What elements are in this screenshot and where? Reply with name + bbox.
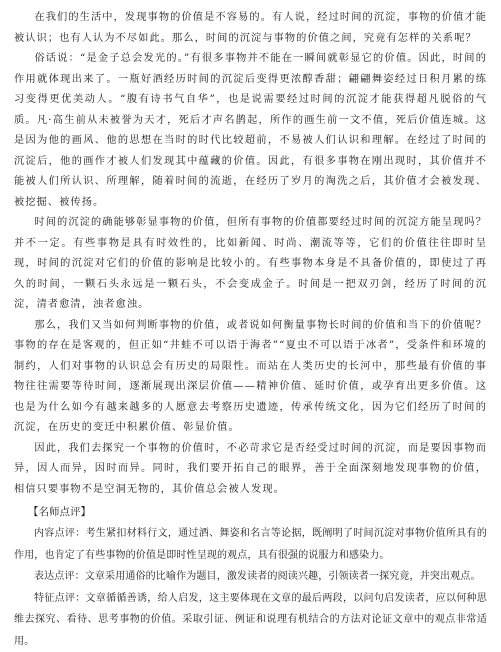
teacher-comment-section — [14, 502, 487, 652]
essay-paragraph: 那么，我们又当如何判断事物的价值，或者说如何衡量事物长时间的价值和当下的价值呢？事物的存在是客观的，但正如“井蛙不可以语于海者”“夏虫不可以语于冰者”，受条件和环境的制约，人们对事物的认识总会有历史的局限性。而站在人类历史的长河中，那些最有价值的事物往往需要等待时间，逐渐展现出深层价值——精神价值、延时价值，或孕育出更多价值。这也是为什么如今有越来越多的人愿意去考察历史遗迹，传承传统文化，因为它们经历了时间的沉淀，在历史的变迁中积累价值、彰显价值。 — [14, 316, 487, 439]
essay-paragraph: 因此，我们去探究一个事物的价值时，不必苛求它是否经受过时间的沉淀，而是要因事物而异，因人而异，因时而异。同时，我们要开拓自己的眼界，善于全面深刻地发现事物的价值，相信只要事物不是空洞无物的，其价值总会被人发现。 — [14, 439, 487, 501]
comment-item-content: 内容点评：考生紧扣材料行文，通过酒、舞姿和名言等论据，既阐明了时间沉淀对事物价值所具有的作用，也肯定了有些事物的价值是即时性呈现的观点，具有很强的说服力和感染力。 — [14, 523, 487, 566]
comment-heading: 【名师点评】 — [14, 502, 487, 523]
essay-paragraph: 时间的沉淀的确能够彰显事物的价值，但所有事物的价值都要经过时间的沉淀方能呈现吗？并不一定。有些事物是具有时效性的，比如新闻、时尚、潮流等等，它们的价值往往即时呈现，时间的沉淀对它们的价值的影响是比较小的。有些事物本身是不具备价值的，即使过了再久的时间，一颗石头永远是一颗石头，不会变成金子。时间是一把双刃剑，经历了时间的沉淀，清者愈清，浊者愈浊。 — [14, 213, 487, 316]
essay-paragraph: 俗话说：“是金子总会发光的。”有很多事物并不能在一瞬间就彰显它的价值。因此，时间的作用就体现出来了。一瓶好酒经历时间的沉淀后变得更浓醇香甜；翩翩舞姿经过日积月累的练习变得更优美动人。“腹有诗书气自华”，也是说需要经过时间的沉淀才能获得超凡脱俗的气质。凡·高生前从未被誉为天才，死后才声名鹊起，所作的画生前一文不值，死后价值连城。这是因为他的画风、他的思想在当时的时代比较超前，不易被人们认识和理解。在经过了时间的沉淀后，他的画作才被人们发现其中蕴藏的价值。因此，有很多事物在刚出现时，其价值并不能被人们所认识、所理解，随着时间的流逝，在经历了岁月的淘洗之后，其价值才会被发现、被挖掘、被传扬。 — [14, 49, 487, 213]
comment-item-feature: 特征点评：文章循循善诱，给人启发，这主要体现在文章的最后两段，以问句启发读者，应以何种思维去探究、看待、思考事物的价值。采取引证、例证和说理有机结合的方法对论证文章中的观点非常适用。 — [14, 588, 487, 652]
comment-item-expression: 表达点评：文章采用通俗的比喻作为题目，激发读者的阅读兴趣，引领读者一探究竟，并突出观点。 — [14, 566, 487, 588]
essay-paragraph: 在我们的生活中，发现事物的价值是不容易的。有人说，经过时间的沉淀，事物的价值才能被认识；也有人认为不尽如此。那么，时间的沉淀与事物的价值之间，究竟有怎样的关系呢？ — [14, 8, 487, 49]
essay-body — [14, 8, 487, 500]
